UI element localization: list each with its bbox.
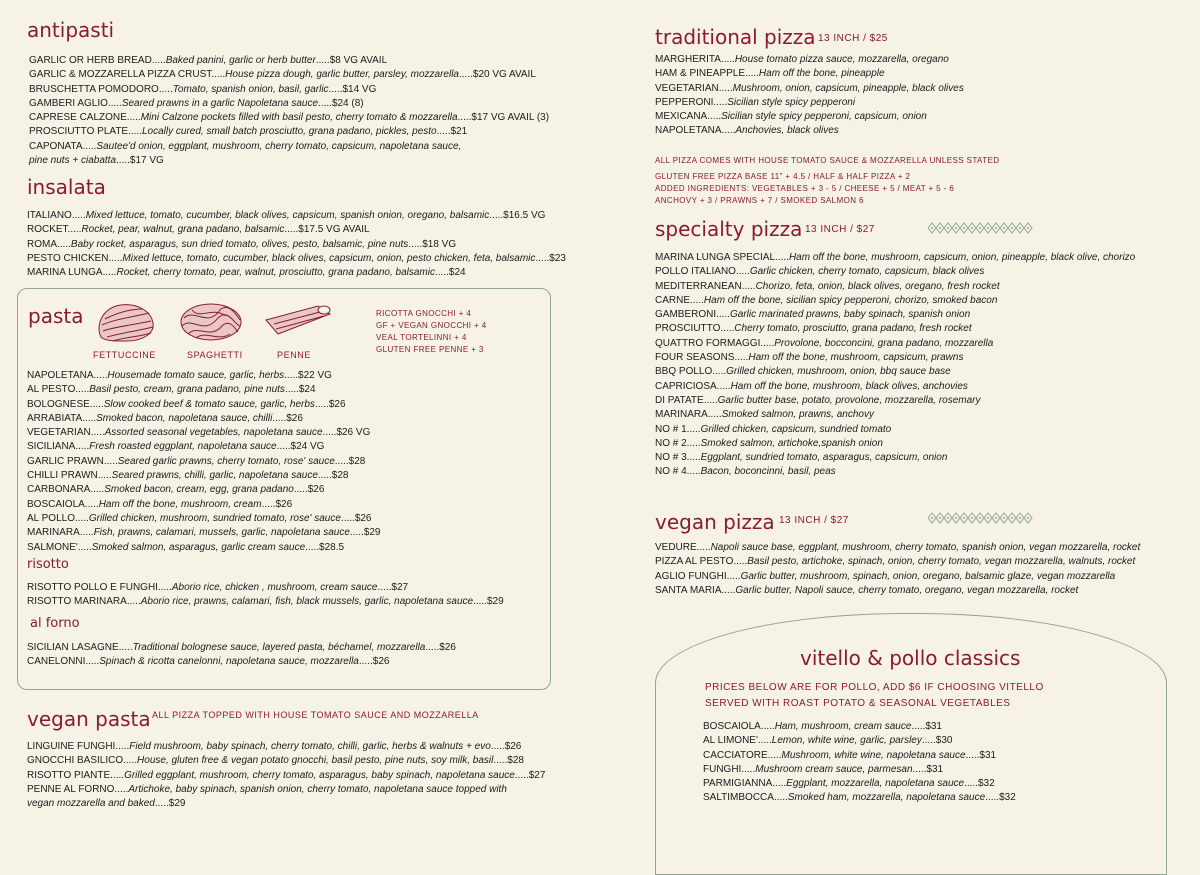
menu-item-name: PESTO CHICKEN..... <box>27 252 123 264</box>
menu-item-name: SALTIMBOCCA..... <box>703 792 788 804</box>
menu-item <box>27 797 545 811</box>
menu-item <box>655 280 1135 294</box>
menu-item <box>27 541 381 555</box>
menu-item-name: AL POLLO..... <box>27 512 89 524</box>
menu-item-name: CARBONARA..... <box>27 484 105 496</box>
menu-item-desc: Slow cooked beef & tomato sauce, garlic, herbs <box>103 398 315 410</box>
menu-item-name: NO # 4..... <box>655 466 701 478</box>
vegan-pasta-list <box>27 740 545 811</box>
pasta-type-spaghetti: SPAGHETTI <box>187 350 243 360</box>
menu-item <box>655 408 1135 422</box>
menu-item-price: .....$24 VG <box>276 441 325 453</box>
menu-item-desc: Ham off the bone, sicilian spicy pepperoni, chorizo, smoked bacon <box>703 294 998 306</box>
menu-item-name: QUATTRO FORMAGGI..... <box>655 337 775 349</box>
menu-item <box>27 369 381 383</box>
menu-item-desc: Rocket, cherry tomato, pear, walnut, prosciutto, grana padano, balsamic <box>116 267 435 279</box>
menu-item <box>29 97 549 111</box>
menu-item <box>27 440 381 454</box>
menu-item-name: MEXICANA..... <box>655 111 722 123</box>
menu-item-name: LINGUINE FUNGHI..... <box>27 741 130 752</box>
menu-item-name: BOLOGNESE..... <box>27 398 104 410</box>
menu-item-name: RISOTTO PIANTE..... <box>27 769 125 781</box>
menu-item <box>655 541 1140 555</box>
menu-item-name: SALMONE'..... <box>27 541 92 553</box>
menu-item-name: RISOTTO MARINARA..... <box>27 596 141 608</box>
alforno-heading: al forno <box>30 616 80 631</box>
menu-item-price: .....$27 <box>514 769 546 781</box>
pasta-options <box>376 308 487 356</box>
menu-item-name: CAPRESE CALZONE..... <box>29 112 141 124</box>
menu-item-price: .....$26 <box>340 512 372 524</box>
menu-item-desc: Locally cured, small batch prosciutto, grana padano, pickles, pesto <box>141 126 437 138</box>
menu-item-name: ROMA..... <box>27 238 71 250</box>
pasta-option: GF + VEGAN GNOCCHI + 4 <box>376 321 487 330</box>
menu-item <box>655 53 964 67</box>
menu-item <box>29 154 549 168</box>
menu-item <box>27 754 545 768</box>
menu-item-price: .....$14 VG <box>328 83 377 95</box>
menu-item-price: .....$20 VG AVAIL <box>458 69 536 81</box>
menu-item <box>27 783 545 797</box>
menu-item-name: MARINARA..... <box>655 409 722 421</box>
menu-item <box>703 791 1016 805</box>
menu-item-desc: Ham, mushroom, cream sauce <box>774 721 912 732</box>
menu-item-desc: Artichoke, baby spinach, spanish onion, cherry tomato, napoletana sauce topped with <box>128 783 507 795</box>
classics-note: PRICES BELOW ARE FOR POLLO, ADD $6 IF CHOOSING VITELLO <box>705 682 1044 693</box>
menu-item <box>27 455 381 469</box>
menu-item-desc: Traditional bolognese sauce, layered pasta, béchamel, mozzarella <box>132 642 426 653</box>
menu-item-price: .....$24 <box>284 384 316 396</box>
menu-item <box>655 251 1135 265</box>
specialty-pizza-heading: specialty pizza <box>655 217 803 241</box>
menu-item-desc: Assorted seasonal vegetables, napoletana sauce <box>104 427 323 439</box>
risotto-list <box>27 581 504 610</box>
menu-item <box>655 96 964 110</box>
vegan-pasta-note: ALL PIZZA TOPPED WITH HOUSE TOMATO SAUCE AND MOZZARELLA <box>152 710 479 720</box>
menu-item-name: BBQ POLLO..... <box>655 366 727 378</box>
menu-item-desc: Sicilian style spicy pepperoni <box>727 96 856 108</box>
menu-item <box>655 82 964 96</box>
risotto-heading: risotto <box>27 557 69 572</box>
menu-item <box>655 465 1135 479</box>
menu-item-price: .....$28 <box>493 755 524 767</box>
menu-item-price: .....$26 <box>261 498 293 510</box>
menu-item-price: .....$32 <box>985 792 1016 804</box>
pizza-note: GLUTEN FREE PIZZA BASE 11" + 4.5 / HALF & HALF PIZZA + 2 <box>655 172 911 181</box>
classics-list <box>703 720 1016 806</box>
menu-item-name: MARINARA..... <box>27 527 94 539</box>
menu-item-price: .....$32 <box>964 778 995 790</box>
classics-heading: vitello & pollo classics <box>800 646 1021 670</box>
menu-item-price: .....$28.5 <box>305 541 345 553</box>
menu-item-price: .....$29 <box>349 527 381 539</box>
menu-item-desc: Provolone, bocconcini, grana padano, mozzarella <box>774 337 994 349</box>
menu-item-desc: House, gluten free & vegan potato gnocchi, basil pesto, pine nuts, soy milk, basil <box>137 755 494 767</box>
menu-item-name: BOSCAIOLA..... <box>703 721 775 732</box>
menu-item-desc: Mixed lettuce, tomato, cucumber, black olives, capsicum, spanish onion, oregano, balsamic <box>85 210 490 221</box>
menu-item <box>655 555 1140 569</box>
antipasti-list <box>29 54 549 168</box>
traditional-pizza-size: 13 INCH / $25 <box>818 33 888 44</box>
menu-item-desc: Mixed lettuce, tomato, cucumber, black olives, capsicum, onion, pesto chicken, feta, balsamic <box>122 252 536 264</box>
menu-item-name: NAPOLETANA..... <box>655 125 736 137</box>
menu-item-desc: Ham off the bone, mushroom, black olives, anchovies <box>730 380 968 392</box>
menu-item-name: PIZZA AL PESTO..... <box>655 556 748 568</box>
diamond-ornament-icon <box>928 222 1034 234</box>
menu-item-price: .....$24 <box>434 267 466 279</box>
menu-item <box>29 54 549 68</box>
menu-item-name: CACCIATORE..... <box>703 749 782 761</box>
menu-item-desc: Aborio rice, chicken , mushroom, cream sauce <box>171 582 378 593</box>
menu-item-desc: Garlic marinated prawns, baby spinach, spanish onion <box>730 309 971 321</box>
menu-item-desc: vegan mozzarella and baked <box>27 798 155 810</box>
traditional-pizza-heading: traditional pizza <box>655 25 816 49</box>
menu-item <box>703 777 1016 791</box>
menu-item <box>27 498 381 512</box>
vegan-pasta-heading: vegan pasta <box>27 707 151 731</box>
menu-item-name: CAPRICIOSA..... <box>655 380 731 392</box>
menu-item-desc: Anchovies, black olives <box>735 125 839 137</box>
pasta-option: VEAL TORTELINNI + 4 <box>376 333 467 342</box>
menu-item-desc: Grilled chicken, mushroom, sundried tomato, rose' sauce <box>88 512 341 524</box>
menu-item-desc: Seared prawns in a garlic Napoletana sauce <box>121 97 319 109</box>
menu-item <box>655 423 1135 437</box>
menu-item-desc: Grilled chicken, mushroom, onion, bbq sauce base <box>726 366 951 378</box>
menu-item <box>27 469 381 483</box>
menu-item-name: GAMBERI AGLIO..... <box>29 97 122 109</box>
menu-item <box>29 83 549 97</box>
pasta-type-fettuccine: FETTUCCINE <box>93 350 156 360</box>
pasta-list <box>27 369 381 555</box>
menu-item <box>27 641 456 655</box>
menu-item-desc: Eggplant, sundried tomato, asparagus, capsicum, onion <box>700 452 948 464</box>
menu-item-desc: Rocket, pear, walnut, grana padano, balsamic <box>81 224 285 236</box>
menu-item <box>655 437 1135 451</box>
menu-item-desc: Aborio rice, prawns, calamari, fish, black mussels, garlic, napoletana sauce <box>140 596 474 608</box>
menu-item-name: HAM & PINEAPPLE..... <box>655 68 759 80</box>
menu-item-desc: pine nuts + ciabatta <box>29 155 117 167</box>
menu-item <box>29 125 549 139</box>
menu-item <box>655 394 1135 408</box>
menu-item <box>27 383 381 397</box>
menu-item-desc: Grilled eggplant, mushroom, cherry tomato, asparagus, baby spinach, napoletana sauce <box>124 769 515 781</box>
menu-item <box>27 266 566 280</box>
menu-item-price: .....$26 <box>425 642 456 653</box>
traditional-pizza-list <box>655 53 964 139</box>
pizza-note: ADDED INGREDIENTS: VEGETABLES + 3 - 5 / CHEESE + 5 / MEAT + 5 - 6 <box>655 184 955 193</box>
menu-item <box>655 294 1135 308</box>
menu-item-name: FOUR SEASONS..... <box>655 352 749 364</box>
menu-item <box>27 483 381 497</box>
pasta-type-penne: PENNE <box>277 350 312 360</box>
menu-item-price: .....$17.5 VG AVAIL <box>284 224 370 236</box>
menu-item <box>655 351 1135 365</box>
specialty-pizza-size: 13 INCH / $27 <box>805 224 875 235</box>
menu-item-name: ARRABIATA..... <box>27 412 97 424</box>
menu-item-price: .....$22 VG <box>284 370 332 381</box>
menu-item-name: PENNE AL FORNO..... <box>27 783 129 795</box>
menu-item-price: .....$26 <box>358 656 390 668</box>
menu-item-price: .....$24 (8) <box>318 97 364 109</box>
menu-item <box>655 308 1135 322</box>
menu-item-name: POLLO ITALIANO..... <box>655 266 750 278</box>
menu-item-desc: Garlic chicken, cherry tomato, capsicum, black olives <box>749 266 985 278</box>
menu-item-price: .....$21 <box>436 126 468 138</box>
vegan-pizza-list <box>655 541 1140 598</box>
menu-item-price: .....$31 <box>965 749 997 761</box>
menu-item-name: AGLIO FUNGHI..... <box>655 570 741 582</box>
vegan-pizza-heading: vegan pizza <box>655 510 775 534</box>
menu-item-price: .....$23 <box>535 252 566 264</box>
menu-item-name: CHILLI PRAWN..... <box>27 470 112 482</box>
menu-item-name: NAPOLETANA..... <box>27 370 108 381</box>
spaghetti-icon <box>178 298 244 344</box>
menu-item <box>27 223 566 237</box>
menu-item <box>655 365 1135 379</box>
menu-item-price: .....$28 <box>334 455 366 467</box>
menu-item-desc: House pizza dough, garlic butter, parsley, mozzarella <box>225 69 459 81</box>
menu-item-price: .....$17 VG AVAIL (3) <box>457 112 550 124</box>
menu-item-desc: Sautee'd onion, eggplant, mushroom, cherry tomato, capsicum, napoletana sauce, <box>96 140 462 152</box>
menu-item <box>655 110 964 124</box>
menu-item-name: VEGETARIAN..... <box>27 427 105 439</box>
menu-item-desc: Sicilian style spicy pepperoni, capsicum, onion <box>721 111 927 123</box>
menu-item-name: BOSCAIOLA..... <box>27 498 99 510</box>
menu-item-name: MARINA LUNGA..... <box>27 267 117 279</box>
menu-item-desc: Fresh roasted eggplant, napoletana sauce <box>89 441 277 453</box>
menu-item-desc: Eggplant, mozzarella, napoletana sauce <box>786 778 965 790</box>
menu-item-name: ROCKET..... <box>27 224 82 236</box>
menu-item-desc: Basil pesto, artichoke, spinach, onion, cherry tomato, vegan mozzarella, walnuts, rocket <box>747 556 1136 568</box>
menu-item-desc: Smoked salmon, prawns, anchovy <box>721 409 874 421</box>
menu-item-name: VEGETARIAN..... <box>655 82 733 94</box>
menu-item-name: GARLIC OR HERB BREAD..... <box>29 55 166 66</box>
menu-item-price: .....$26 <box>490 741 522 752</box>
menu-item <box>27 426 381 440</box>
menu-item-desc: Ham off the bone, mushroom, cream <box>98 498 262 510</box>
menu-item-desc: Field mushroom, baby spinach, cherry tomato, chilli, garlic, herbs & walnuts + evo <box>129 741 491 752</box>
menu-item-desc: Seared garlic prawns, cherry tomato, rose' sauce <box>117 455 335 467</box>
menu-item-desc: Housemade tomato sauce, garlic, herbs <box>107 370 285 381</box>
menu-item-name: RISOTTO POLLO E FUNGHI..... <box>27 582 172 593</box>
menu-item-name: BRUSCHETTA POMODORO..... <box>29 83 173 95</box>
menu-item-desc: Mini Calzone pockets filled with basil pesto, cherry tomato & mozzarella <box>140 112 458 124</box>
menu-item-desc: Mushroom, onion, capsicum, pineapple, black olives <box>732 82 964 94</box>
diamond-ornament-icon <box>928 512 1034 524</box>
menu-item <box>703 734 1016 748</box>
menu-item-name: NO # 3..... <box>655 452 701 464</box>
menu-item <box>655 380 1135 394</box>
menu-item <box>27 238 566 252</box>
pizza-notes <box>655 155 999 207</box>
menu-item-desc: Basil pesto, cream, grana padano, pine nuts <box>89 384 285 396</box>
menu-item-price: .....$29 <box>473 596 504 608</box>
menu-item-name: MEDITERRANEAN..... <box>655 280 756 292</box>
menu-item-name: MARINA LUNGA SPECIAL..... <box>655 252 789 263</box>
menu-item <box>655 67 964 81</box>
classics-note: SERVED WITH ROAST POTATO & SEASONAL VEGETABLES <box>705 698 1011 709</box>
alforno-list <box>27 641 456 670</box>
menu-item-desc: Bacon, boconcinni, basil, peas <box>700 466 836 478</box>
pasta-option: RICOTTA GNOCCHI + 4 <box>376 309 472 318</box>
menu-item-desc: Mushroom cream sauce, parmesan <box>755 763 913 775</box>
pizza-note: ANCHOVY + 3 / PRAWNS + 7 / SMOKED SALMON 6 <box>655 196 864 205</box>
menu-item-name: PROSCIUTTO PLATE..... <box>29 126 142 138</box>
classics-notes <box>705 680 1044 712</box>
menu-item <box>655 322 1135 336</box>
menu-item <box>655 451 1135 465</box>
menu-item-name: AL LIMONE'..... <box>703 735 772 747</box>
menu-item-desc: Napoli sauce base, eggplant, mushroom, cherry tomato, spanish onion, vegan mozzarella, rocket <box>710 542 1141 553</box>
menu-item-price: .....$26 <box>293 484 325 496</box>
pizza-note: ALL PIZZA COMES WITH HOUSE TOMATO SAUCE & MOZZARELLA UNLESS STATED <box>655 156 1000 165</box>
menu-item-desc: Ham off the bone, mushroom, capsicum, prawns <box>748 352 964 364</box>
menu-item-desc: Smoked salmon, asparagus, garlic cream sauce <box>91 541 306 553</box>
menu-item <box>29 111 549 125</box>
menu-item-price: .....$17 VG <box>116 155 164 167</box>
menu-item <box>27 769 545 783</box>
menu-item <box>703 720 1016 734</box>
menu-item-name: VEDURE..... <box>655 542 711 553</box>
menu-item-price: .....$31 <box>912 763 944 775</box>
menu-item <box>27 412 381 426</box>
menu-item-name: DI PATATE..... <box>655 394 718 406</box>
menu-item <box>27 581 504 595</box>
menu-item-desc: Lemon, white wine, garlic, parsley <box>771 735 922 747</box>
menu-item <box>655 570 1140 584</box>
insalata-heading: insalata <box>27 175 106 199</box>
insalata-list <box>27 209 566 280</box>
menu-item-desc: Garlic butter, Napoli sauce, cherry tomato, oregano, vegan mozzarella, rocket <box>735 584 1079 596</box>
menu-item-desc: Mushroom, white wine, napoletana sauce <box>781 749 966 761</box>
menu-item <box>703 749 1016 763</box>
menu-item <box>655 337 1135 351</box>
menu-item-desc: Tomato, spanish onion, basil, garlic <box>172 83 329 95</box>
menu-item-name: SANTA MARIA..... <box>655 584 736 596</box>
menu-item <box>27 655 456 669</box>
menu-item-desc: Ham off the bone, mushroom, capsicum, onion, pineapple, black olive, chorizo <box>788 252 1136 263</box>
menu-item-desc: Smoked salmon, artichoke,spanish onion <box>700 437 883 449</box>
menu-item-desc: Seared prawns, chilli, garlic, napoletana sauce <box>111 470 318 482</box>
menu-item <box>703 763 1016 777</box>
menu-item-price: .....$29 <box>154 798 186 810</box>
menu-item <box>29 140 549 154</box>
menu-item-name: NO # 1..... <box>655 423 701 435</box>
menu-item-desc: Baked panini, garlic or herb butter <box>165 55 316 66</box>
menu-item-desc: Smoked bacon, cream, egg, grana padano <box>104 484 294 496</box>
menu-item-desc: Baby rocket, asparagus, sun dried tomato, olives, pesto, balsamic, pine nuts <box>70 238 409 250</box>
menu-item-name: GAMBERONI..... <box>655 309 731 321</box>
menu-item-desc: Grilled chicken, capsicum, sundried tomato <box>700 423 892 435</box>
menu-item-name: GARLIC PRAWN..... <box>27 455 118 467</box>
menu-item-name: ITALIANO..... <box>27 210 86 221</box>
menu-item-desc: Garlic butter base, potato, provolone, mozzarella, rosemary <box>717 394 981 406</box>
menu-item-desc: Ham off the bone, pineapple <box>758 68 885 80</box>
menu-item-name: MARGHERITA..... <box>655 54 735 65</box>
menu-item-desc: Spinach & ricotta canelonni, napoletana sauce, mozzarella <box>99 656 359 668</box>
fettuccine-icon <box>93 297 157 345</box>
menu-item-price: .....$27 <box>377 582 409 593</box>
menu-item-name: CANELONNI..... <box>27 656 100 668</box>
menu-item-price: .....$28 <box>317 470 349 482</box>
menu-item-name: PEPPERONI..... <box>655 96 728 108</box>
vegan-pizza-size: 13 INCH / $27 <box>779 515 849 526</box>
menu-item-name: CAPONATA..... <box>29 140 97 152</box>
menu-item <box>655 584 1140 598</box>
menu-item-desc: Cherry tomato, prosciutto, grana padano, fresh rocket <box>734 323 972 335</box>
menu-item-price: .....$18 VG <box>408 238 457 250</box>
menu-item <box>27 740 545 754</box>
menu-item-price: .....$30 <box>921 735 953 747</box>
menu-item-price: .....$26 VG <box>322 427 371 439</box>
menu-item-name: CARNE..... <box>655 294 704 306</box>
menu-item <box>29 68 549 82</box>
antipasti-heading: antipasti <box>27 18 115 42</box>
menu-item-desc: Smoked bacon, napoletana sauce, chilli <box>96 412 273 424</box>
menu-item-desc: Fish, prawns, calamari, mussels, garlic, napoletana sauce <box>93 527 350 539</box>
menu-item-name: FUNGHI..... <box>703 763 756 775</box>
menu-item <box>27 209 566 223</box>
menu-item <box>27 595 504 609</box>
menu-item-desc: Garlic butter, mushroom, spinach, onion, oregano, balsamic glaze, vegan mozzarella <box>740 570 1116 582</box>
menu-item-name: GARLIC & MOZZARELLA PIZZA CRUST..... <box>29 69 226 81</box>
menu-item-desc: Chorizo, feta, onion, black olives, oregano, fresh rocket <box>755 280 1000 292</box>
menu-item-name: GNOCCHI BASILICO..... <box>27 755 138 767</box>
menu-item-name: PROSCIUTTO..... <box>655 323 735 335</box>
menu-item-name: AL PESTO..... <box>27 384 90 396</box>
menu-item-price: .....$31 <box>911 721 942 732</box>
menu-item-name: SICILIAN LASAGNE..... <box>27 642 133 653</box>
menu-item <box>27 252 566 266</box>
menu-item-price: .....$26 <box>314 398 346 410</box>
menu-item-desc: Smoked ham, mozzarella, napoletana sauce <box>787 792 986 804</box>
menu-item-name: PARMIGIANNA..... <box>703 778 787 790</box>
menu-item-name: NO # 2..... <box>655 437 701 449</box>
menu-item-price: .....$8 VG AVAIL <box>315 55 388 66</box>
menu-item-desc: House tomato pizza sauce, mozzarella, oregano <box>734 54 949 65</box>
menu-item <box>27 526 381 540</box>
penne-icon <box>264 300 334 340</box>
menu-item-price: .....$26 <box>272 412 303 424</box>
menu-item <box>27 398 381 412</box>
menu-item <box>27 512 381 526</box>
menu-item-price: .....$16.5 VG <box>489 210 546 221</box>
pasta-heading: pasta <box>28 304 84 328</box>
specialty-pizza-list <box>655 251 1135 480</box>
menu-item <box>655 265 1135 279</box>
menu-item <box>655 124 964 138</box>
pasta-option: GLUTEN FREE PENNE + 3 <box>376 345 484 354</box>
menu-item-name: SICILIANA..... <box>27 441 90 453</box>
